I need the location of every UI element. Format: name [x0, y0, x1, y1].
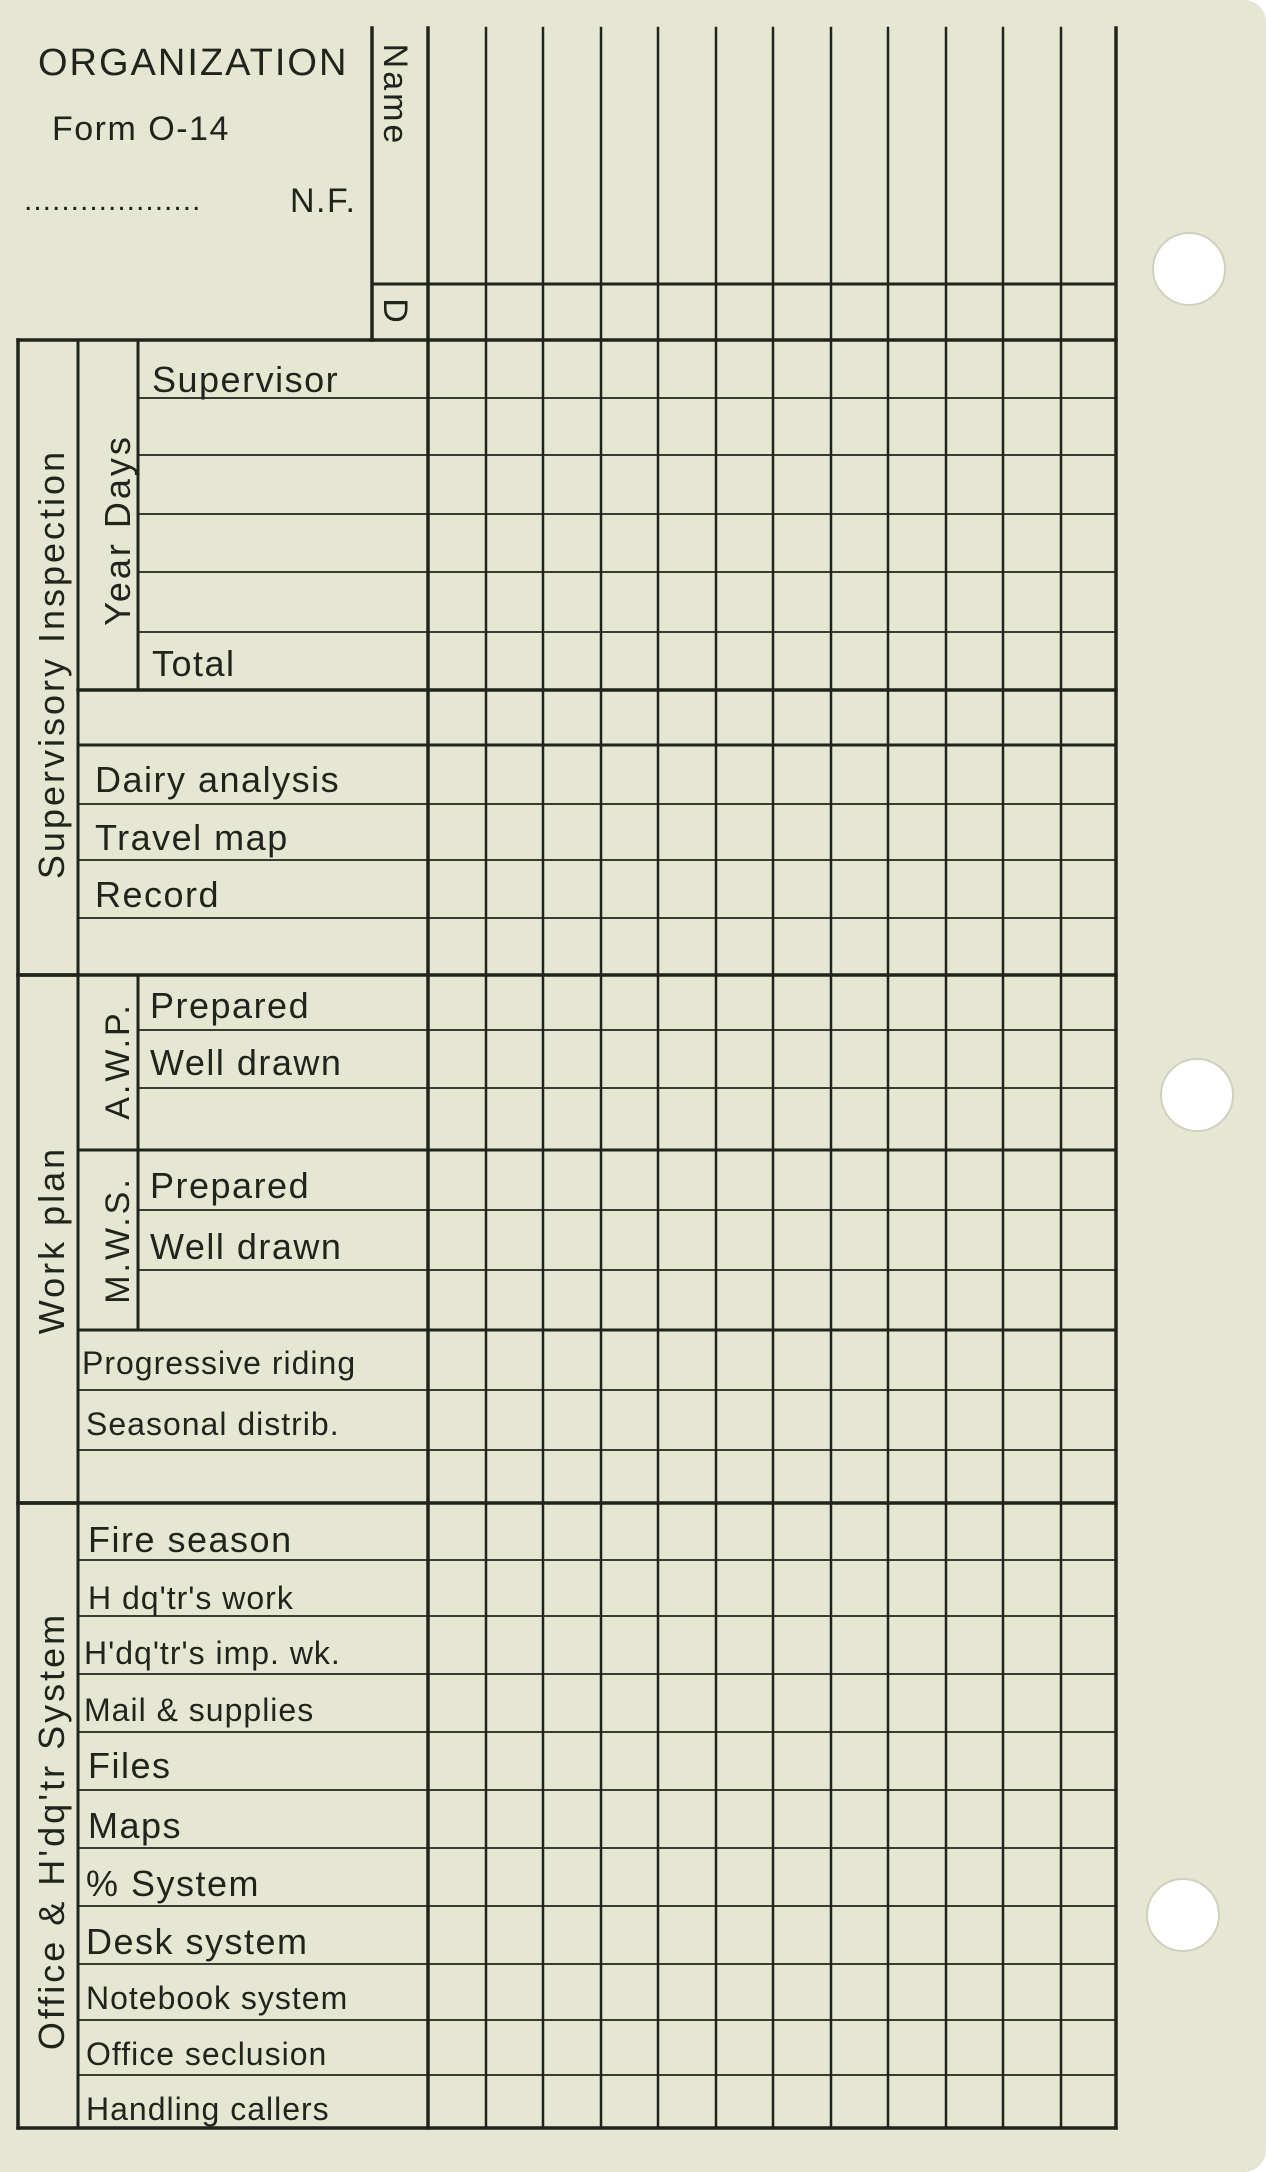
row-supervisor: Supervisor [152, 359, 340, 400]
row-mws-prepared: Prepared [150, 1165, 311, 1206]
row-mws-well-drawn: Well drawn [150, 1226, 343, 1267]
subsection-awp: A.W.P. [99, 1002, 137, 1120]
row-dairy-analysis: Dairy analysis [95, 759, 341, 800]
row-awp-well-drawn: Well drawn [150, 1042, 343, 1083]
section-work-plan: Work plan [31, 1145, 72, 1335]
row-record: Record [95, 874, 221, 915]
section-supervisory-inspection: Supervisory Inspection [31, 448, 72, 880]
row-handling-callers: Handling callers [86, 2091, 330, 2127]
row-hdqtrs-work: H dq'tr's work [88, 1580, 294, 1616]
subsection-mws: M.W.S. [99, 1176, 137, 1304]
subsection-year-days: Year Days [97, 434, 138, 626]
row-notebook-system: Notebook system [86, 1980, 349, 2016]
name-column-label: Name [376, 43, 414, 147]
row-travel-map: Travel map [95, 817, 289, 858]
d-row-label: D [376, 298, 414, 326]
row-files: Files [88, 1745, 172, 1786]
forest-name-dots: ................... [24, 184, 202, 217]
row-awp-prepared: Prepared [150, 985, 311, 1026]
row-total: Total [152, 643, 236, 684]
section-office-system: Office & H'dq'tr System [31, 1611, 72, 2051]
row-hdqtrs-imp-wk: H'dq'tr's imp. wk. [84, 1635, 341, 1671]
form-number: Form O-14 [52, 110, 230, 148]
row-seasonal-distrib: Seasonal distrib. [86, 1406, 340, 1442]
row-mail-supplies: Mail & supplies [84, 1692, 315, 1728]
row-pct-system: % System [86, 1863, 261, 1904]
form-title: ORGANIZATION [38, 42, 349, 84]
row-office-seclusion: Office seclusion [86, 2036, 328, 2072]
row-fire-season: Fire season [88, 1519, 293, 1560]
row-desk-system: Desk system [86, 1921, 309, 1962]
forest-suffix: N.F. [290, 182, 357, 220]
row-progressive-riding: Progressive riding [82, 1345, 357, 1381]
row-maps: Maps [88, 1805, 183, 1846]
